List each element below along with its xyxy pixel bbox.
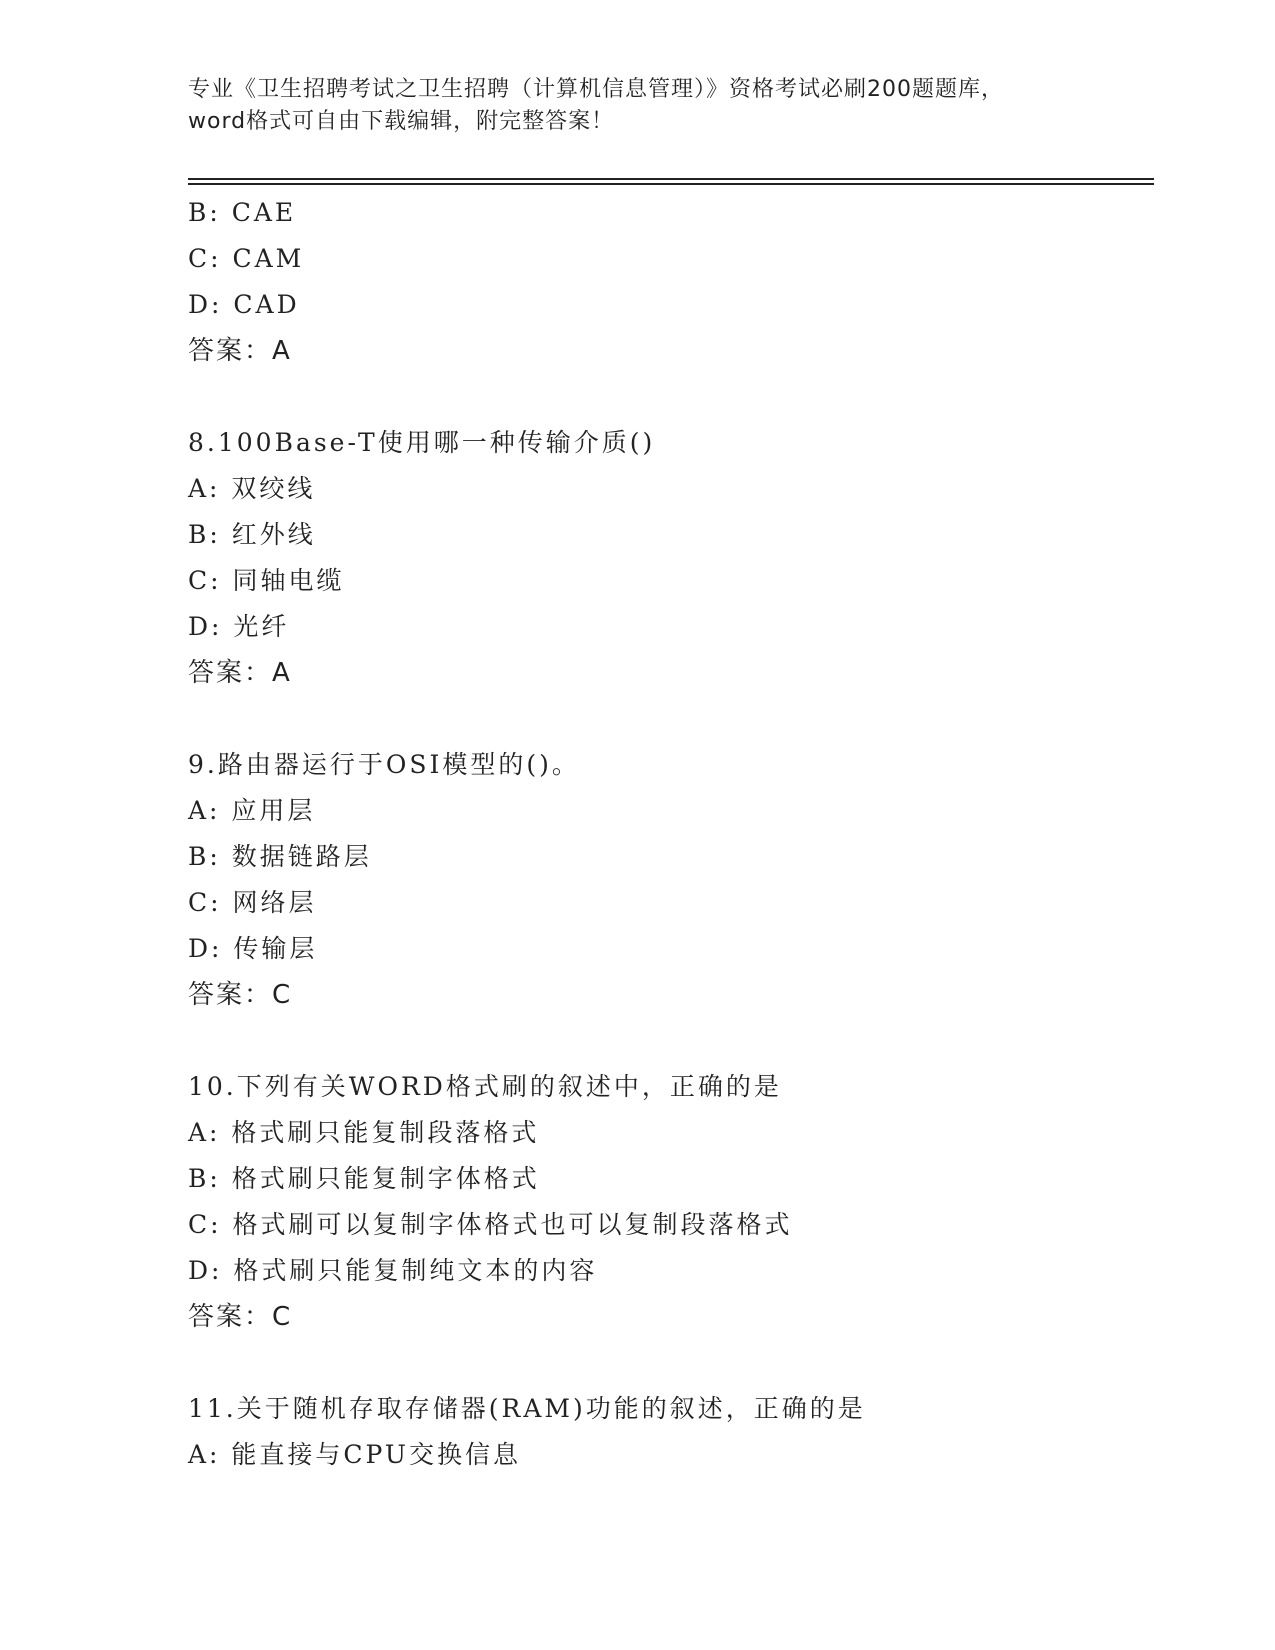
spacer [188,374,1188,420]
question-8 [188,420,1188,696]
header-divider-bottom [188,183,1154,185]
option-a: A: 应用层 [188,796,316,825]
spacer [188,1018,1188,1064]
option-d: D: 光纤 [188,612,290,641]
spacer [188,1340,1188,1386]
question-10 [188,1064,1188,1340]
option-c: C: CAM [188,244,305,273]
header-divider-top [188,178,1154,180]
option-c: C: 同轴电缆 [188,566,345,595]
answer-line: 答案：C [188,1302,293,1332]
answer-line: 答案：A [188,658,292,688]
question-text: 11.关于随机存取存储器(RAM)功能的叙述，正确的是 [188,1394,866,1423]
option-d: D: CAD [188,290,300,319]
question-text: 10.下列有关WORD格式刷的叙述中，正确的是 [188,1072,782,1101]
option-a: A: 格式刷只能复制段落格式 [188,1118,540,1147]
option-b: B: 格式刷只能复制字体格式 [188,1164,540,1193]
option-c: C: 网络层 [188,888,317,917]
option-a: A: 能直接与CPU交换信息 [188,1440,522,1469]
option-b: B: 数据链路层 [188,842,372,871]
answer-line: 答案：C [188,980,293,1010]
header-line-1: 专业《卫生招聘考试之卫生招聘（计算机信息管理）》资格考试必刷200题题库， [188,77,1004,102]
question-list [188,190,1188,1478]
spacer [188,696,1188,742]
answer-line: 答案：A [188,336,292,366]
document-header [188,74,1088,138]
option-d: D: 传输层 [188,934,318,963]
question-11 [188,1386,1188,1478]
question-text: 8.100Base-T使用哪一种传输介质() [188,428,656,457]
option-c: C: 格式刷可以复制字体格式也可以复制段落格式 [188,1210,793,1239]
option-b: B: 红外线 [188,520,316,549]
question-9 [188,742,1188,1018]
option-d: D: 格式刷只能复制纯文本的内容 [188,1256,598,1285]
header-line-2: word格式可自由下载编辑，附完整答案！ [188,109,615,134]
previous-question [188,190,1188,374]
option-a: A: 双绞线 [188,474,316,503]
question-text: 9.路由器运行于OSI模型的()。 [188,750,580,779]
option-b: B: CAE [188,198,297,227]
